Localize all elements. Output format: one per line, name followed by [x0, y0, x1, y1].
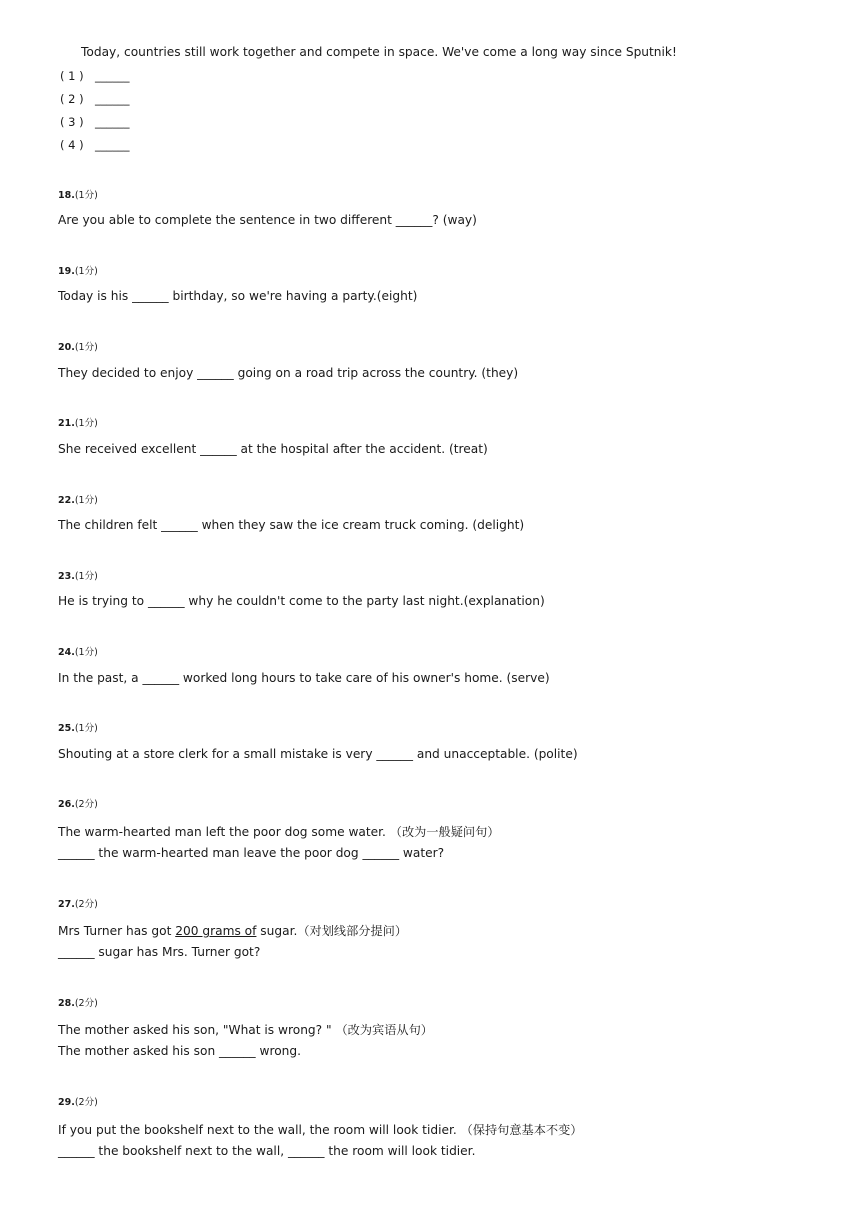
question-number: 22.: [58, 495, 75, 506]
answer-blank-field[interactable]: ______: [95, 138, 130, 152]
question-number: 24.: [58, 647, 75, 658]
question-text-end: sugar.（对划线部分提问）: [256, 924, 408, 938]
question-number: 26.: [58, 799, 75, 810]
question-27-header: [58, 896, 98, 910]
answer-blank-field[interactable]: ______: [95, 115, 130, 129]
question-18-header: [58, 187, 98, 201]
question-28-header: [58, 995, 98, 1009]
question-number: 25.: [58, 723, 75, 734]
question-number: 18.: [58, 190, 75, 201]
question-score: (1分): [74, 495, 98, 506]
question-number: 19.: [58, 266, 75, 277]
question-21-header: [58, 415, 98, 429]
question-29-text: If you put the bookshelf next to the wall, the room will look tidier. （保持句意基本不变）: [58, 1123, 583, 1137]
question-number: 23.: [58, 571, 75, 582]
question-18-text: Are you able to complete the sentence in two different ______? (way): [58, 213, 477, 227]
answer-blank-number: ( 3 ): [60, 115, 84, 129]
question-20-text: They decided to enjoy ______ going on a road trip across the country. (they): [58, 366, 519, 380]
answer-blank-number: ( 1 ): [60, 69, 84, 83]
question-score: (1分): [74, 418, 98, 429]
question-26-text: The warm-hearted man left the poor dog some water. （改为一般疑问句）: [58, 825, 500, 839]
question-score: (1分): [74, 723, 98, 734]
question-score: (2分): [74, 899, 98, 910]
question-score: (2分): [74, 799, 98, 810]
question-score: (2分): [74, 998, 98, 1009]
question-score: (1分): [74, 190, 98, 201]
answer-blank-field[interactable]: ______: [95, 92, 130, 106]
question-28-answer-line: The mother asked his son ______ wrong.: [58, 1044, 301, 1058]
question-number: 29.: [58, 1097, 75, 1108]
answer-blank-1: [60, 69, 130, 83]
question-25-header: [58, 720, 98, 734]
answer-blank-2: [60, 92, 130, 106]
question-19-header: [58, 263, 98, 277]
question-21-text: She received excellent ______ at the hospital after the accident. (treat): [58, 442, 488, 456]
question-20-header: [58, 339, 98, 353]
question-24-header: [58, 644, 98, 658]
question-27-text: [58, 922, 407, 939]
question-number: 20.: [58, 342, 75, 353]
question-22-text: The children felt ______ when they saw the ice cream truck coming. (delight): [58, 518, 525, 532]
question-score: (1分): [74, 266, 98, 277]
answer-blank-3: [60, 115, 130, 129]
question-23-text: He is trying to ______ why he couldn't come to the party last night.(explanation): [58, 594, 545, 608]
question-score: (1分): [74, 647, 98, 658]
question-score: (1分): [74, 571, 98, 582]
answer-blank-4: [60, 138, 130, 152]
question-26-answer-line: ______ the warm-hearted man leave the poor dog ______ water?: [58, 846, 445, 860]
answer-blank-field[interactable]: ______: [95, 69, 130, 83]
question-27-answer-line: ______ sugar has Mrs. Turner got?: [58, 945, 261, 959]
question-number: 28.: [58, 998, 75, 1009]
question-19-text: Today is his ______ birthday, so we're having a party.(eight): [58, 289, 418, 303]
question-text-start: Mrs Turner has got: [58, 924, 176, 938]
question-23-header: [58, 568, 98, 582]
question-24-text: In the past, a ______ worked long hours to take care of his owner's home. (serve): [58, 671, 550, 685]
question-29-answer-line: ______ the bookshelf next to the wall, ______ the room will look tidier.: [58, 1144, 476, 1158]
question-number: 21.: [58, 418, 75, 429]
passage-closing-line: Today, countries still work together and compete in space. We've come a long way since Sputnik!: [81, 45, 677, 59]
question-28-text: The mother asked his son, "What is wrong? " （改为宾语从句）: [58, 1023, 433, 1037]
question-number: 27.: [58, 899, 75, 910]
answer-blank-number: ( 2 ): [60, 92, 84, 106]
question-score: (2分): [74, 1097, 98, 1108]
answer-blank-number: ( 4 ): [60, 138, 84, 152]
underlined-phrase: 200 grams of: [175, 924, 257, 938]
question-29-header: [58, 1094, 98, 1108]
question-22-header: [58, 492, 98, 506]
question-25-text: Shouting at a store clerk for a small mistake is very ______ and unacceptable. (polite): [58, 747, 578, 761]
question-score: (1分): [74, 342, 98, 353]
question-26-header: [58, 796, 98, 810]
